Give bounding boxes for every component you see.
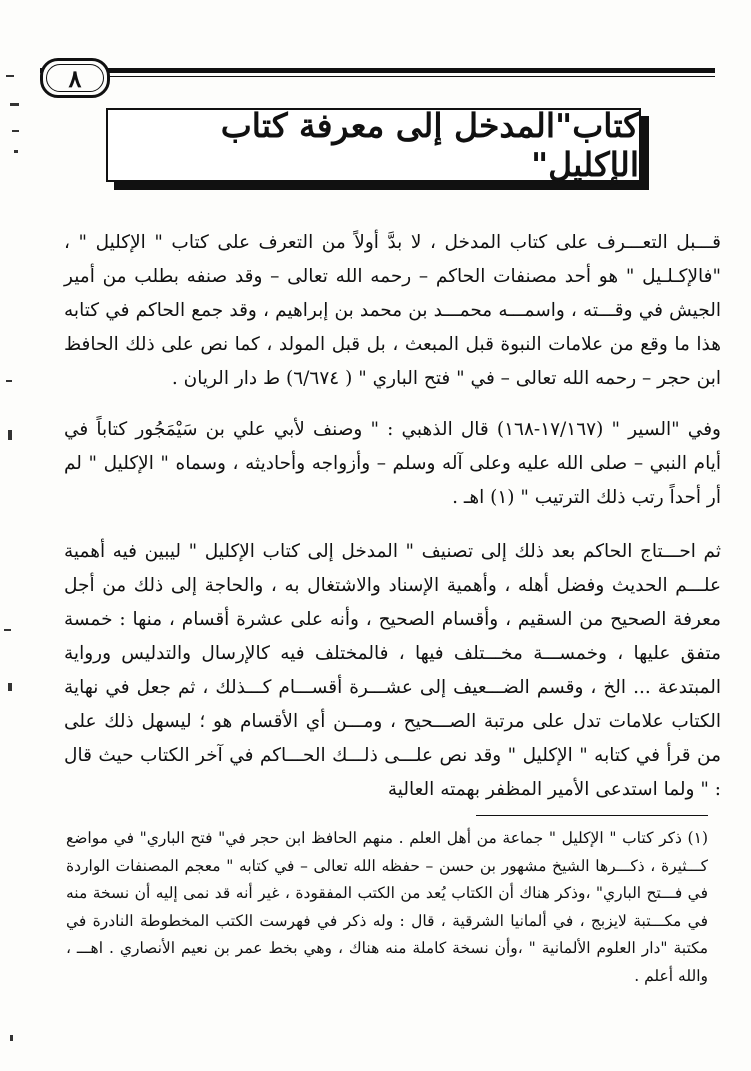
paragraph: قـــبل التعـــرف على كتاب المدخل ، لا بدَّ أولاً من التعرف على كتاب " الإكليل " ، "فالإكـلـيل " هو أحد مصنفات الحاكم – رحمه الله تعالى – وقد صنفه بطلب من أمير الجيش في وقـــته ، واسمـــه محمـــد بن محمد بن إبراهيم ، وقد جمع الحاكم في كتابه هذا ما وقع من علامات النبوة قبل المبعث ، بل قبل المولد ، كما نص على ذلك الحافظ ابن حجر – رحمه الله تعالى – في " فتح الباري " ( ٦/٦٧٤) ط دار الريان . — [64, 232, 721, 389]
scan-mark — [10, 103, 19, 106]
scan-mark — [8, 430, 12, 440]
header-rule — [40, 68, 715, 73]
page-number-badge — [40, 58, 110, 98]
paragraph: وفي "السير " (١٧/١٦٧-١٦٨) قال الذهبي : " وصنف لأبي علي بن سَيْمَجُور كتاباً في أيام النبي – صلى الله عليه وعلى آله وسلم – وأزواجه وأحاديثه ، وسماه " الإكليل " لم أر أحداً رتب ذلك الترتيب " (١) اهـ . — [64, 419, 721, 508]
footnote-separator — [476, 815, 708, 816]
chapter-title-box — [106, 108, 641, 182]
header-rule-thin — [40, 76, 715, 77]
scan-mark — [12, 130, 19, 132]
scan-mark — [14, 150, 18, 153]
scan-mark — [6, 75, 14, 77]
page-number: ٨ — [68, 63, 82, 93]
scan-mark — [6, 380, 12, 382]
scan-mark — [4, 629, 11, 631]
paragraph: ثم احـــتاج الحاكم بعد ذلك إلى تصنيف " المدخل إلى كتاب الإكليل " ليبين فيه أهمية علـــم الحديث وفضل أهله ، وأهمية الإسناد والاشتغال به ، والحاجة إلى ذلك من أجل معرفة الصحيح من السقيم ، وأقسام الصحيح ، وأنه على عشرة أقسام ، منها : خمسة متفق عليها ، وخمســـة مخـــتلف فيها ، فالمختلف فيه كالإرسال والتدليس ورواية المبتدعة ... الخ ، وقسم الضـــعيف إلى عشـــرة أقســـام كـــذلك ، ثم جعل في نهاية الكتاب علامات تدل على مرتبة الصـــحيح ، ومـــن أي الأقسام هو ؛ ليسهل ذلك على من قرأ في كتابه " الإكليل " وقد نص علـــى ذلـــك الحـــاكم في آخر الكتاب حيث قال : " ولما استدعى الأمير المظفر بهمته العالية — [64, 541, 721, 800]
chapter-title: كتاب"المدخل إلى معرفة كتاب الإكليل" — [220, 106, 639, 184]
footnote: (١) ذكر كتاب " الإكليل " جماعة من أهل العلم . منهم الحافظ ابن حجر في" فتح الباري" في مواضع كـــثيرة ، ذكـــرها الشيخ مشهور بن حسن – حفظه الله تعالى – في كتابه " معجم المصنفات الواردة في فـــتح الباري" ،وذكر هناك أن الكتاب يُعد من الكتب المفقودة ، غير أنه قد نمى إليه أن نسخة منه في مكـــتبة لايزبج ، في ألمانيا الشرقية ، قال : وله ذكر في فهرست الكتب المخطوطة النادرة في مكتبة "دار العلوم الألمانية " ،وأن نسخة كاملة منه هناك ، وهي بخط عمر بن نعيم الأنصاري . اهـــ ، والله أعلم . — [66, 829, 708, 985]
scan-mark — [10, 1035, 13, 1041]
scan-mark — [8, 683, 12, 691]
